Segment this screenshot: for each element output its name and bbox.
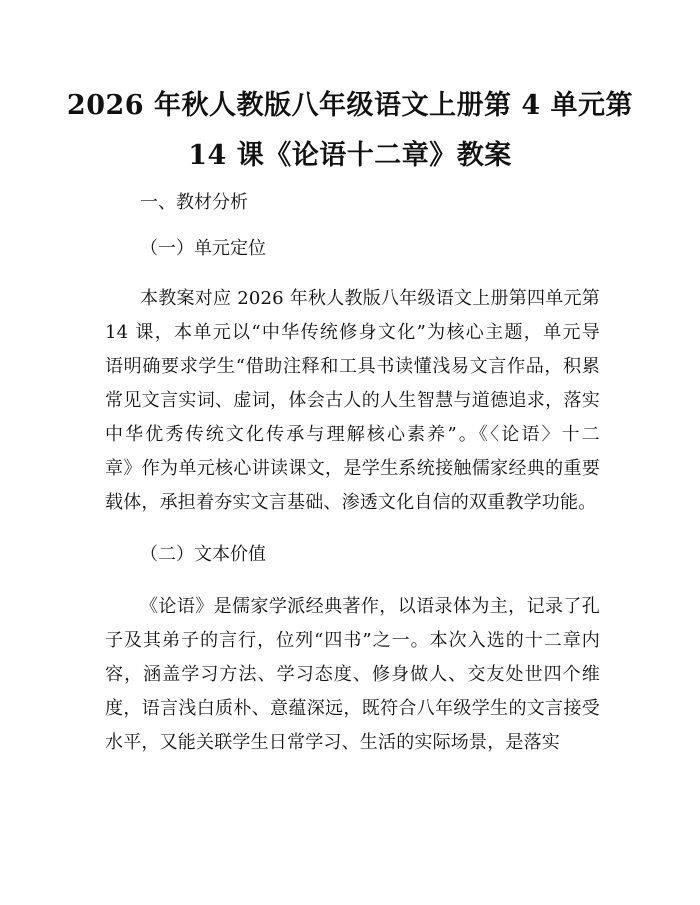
paragraph-line: 子及其弟子的言行，位列“四书”之一。本次入选的十二章内 <box>105 630 600 651</box>
paragraph-line: 《论语》是儒家学派经典著作，以语录体为主，记录了孔 <box>140 596 600 617</box>
paragraph-line: 本教案对应 2026 年秋人教版八年级语文上册第四单元第 <box>140 288 600 309</box>
paragraph-line: 载体，承担着夯实文言基础、渗透文化自信的双重教学功能。 <box>105 492 597 513</box>
paragraph-line: 14 课，本单元以“中华传统修身文化”为核心主题，单元导 <box>105 322 600 343</box>
document-title-line-2: 14 课《论语十二章》教案 <box>188 140 512 171</box>
paragraph-line: 中华优秀传统文化传承与理解核心素养”。《〈论语〉十二 <box>105 424 600 445</box>
subsection-heading-unit-positioning: （一）单元定位 <box>140 238 266 259</box>
paragraph-line: 水平，又能关联学生日常学习、生活的实际场景，是落实 <box>105 732 560 753</box>
section-heading-textbook-analysis: 一、教材分析 <box>140 192 248 213</box>
paragraph-line: 常见文言实词、虚词，体会古人的人生智慧与道德追求，落实 <box>105 390 600 411</box>
subsection-heading-text-value: （二）文本价值 <box>140 544 266 565</box>
document-title-line-1: 2026 年秋人教版八年级语文上册第 4 单元第 <box>66 90 634 121</box>
paragraph-line: 语明确要求学生“借助注释和工具书读懂浅易文言作品，积累 <box>105 356 600 377</box>
paragraph-line: 容，涵盖学习方法、学习态度、修身做人、交友处世四个维 <box>105 664 600 685</box>
paragraph-line: 章》作为单元核心讲读课文，是学生系统接触儒家经典的重要 <box>105 458 600 479</box>
paragraph-line: 度，语言浅白质朴、意蕴深远，既符合八年级学生的文言接受 <box>105 698 600 719</box>
